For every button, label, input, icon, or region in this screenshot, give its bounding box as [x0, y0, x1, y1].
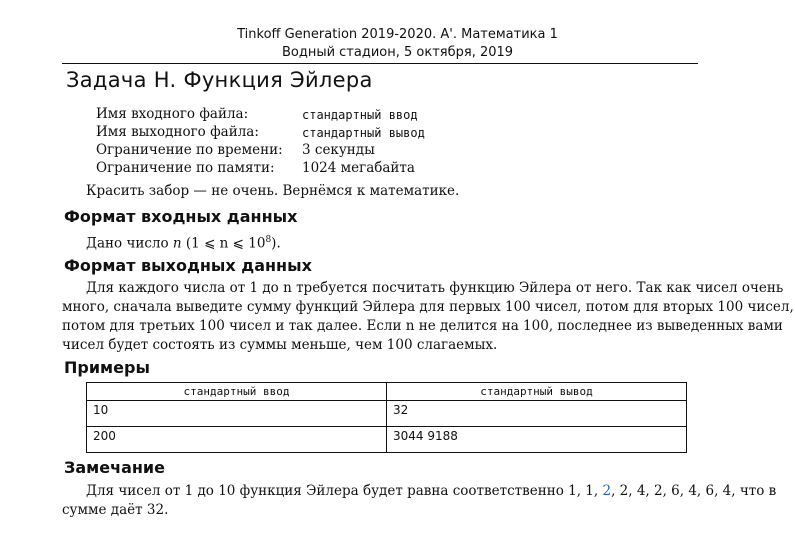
input-constraint-exponent: 8	[265, 235, 272, 245]
contest-venue-date: Водный стадион, 5 октября, 2019	[281, 45, 514, 60]
note-rest: , 2, 4, 2, 6, 4, 6, 4, что в	[611, 483, 777, 499]
example-input-2: 200	[87, 427, 387, 453]
contest-title: Tinkoff Generation 2019-2020. A'. Математика 1	[237, 27, 558, 42]
meta-label-time-limit: Ограничение по времени:	[96, 142, 283, 158]
note-line-2: сумме даёт 32.	[62, 502, 169, 518]
note-text	[62, 482, 777, 520]
note-highlight: 2	[602, 483, 612, 499]
meta-value-memory-limit: 1024 мегабайта	[302, 160, 415, 176]
examples-col-input: стандартный ввод	[87, 383, 387, 401]
input-constraint: (1 ⩽ n ⩽ 10	[181, 235, 266, 252]
meta-label-memory-limit: Ограничение по памяти:	[96, 160, 275, 176]
examples-header-row	[87, 383, 687, 401]
meta-value-input-file: стандартный ввод	[302, 108, 418, 122]
table-row	[87, 427, 687, 453]
input-format-heading: Формат входных данных	[64, 207, 298, 226]
problem-title: Задача H. Функция Эйлера	[66, 68, 373, 92]
header-rule	[62, 63, 698, 64]
meta-label-output-file: Имя выходного файла:	[96, 124, 259, 140]
examples-heading: Примеры	[64, 358, 150, 377]
example-output-2: 3044 9188	[387, 427, 687, 453]
note-prefix: Для чисел от 1 до 10 функция Эйлера будет равна соответственно 1, 1,	[86, 483, 603, 499]
output-format-text	[62, 279, 794, 355]
input-text-suffix: ).	[271, 235, 281, 252]
input-format-text	[86, 231, 281, 254]
meta-value-time-limit: 3 секунды	[302, 142, 375, 158]
intro-text: Красить забор — не очень. Вернёмся к математике.	[86, 183, 460, 199]
note-heading: Замечание	[64, 458, 165, 477]
meta-value-output-file: стандартный вывод	[302, 126, 425, 140]
meta-label-input-file: Имя входного файла:	[96, 106, 249, 122]
input-text-prefix: Дано число	[86, 235, 173, 252]
table-row	[87, 401, 687, 427]
examples-table	[86, 382, 687, 453]
note-line-1	[62, 482, 777, 501]
output-line-4: чисел будет состоять из суммы меньше, чем 100 слагаемых.	[62, 337, 498, 353]
examples-col-output: стандартный вывод	[387, 383, 687, 401]
output-line-1: Для каждого числа от 1 до n требуется посчитать функцию Эйлера от него. Так как чисел очень	[86, 280, 784, 296]
input-var-n: n	[172, 235, 182, 252]
example-input-1: 10	[87, 401, 387, 427]
example-output-1: 32	[387, 401, 687, 427]
output-line-3: потом для третьих 100 чисел и так далее. Если n не делится на 100, последнее из выведенных вами	[62, 318, 783, 334]
output-format-heading: Формат выходных данных	[64, 256, 312, 275]
output-line-2: много, сначала выведите сумму функций Эйлера для первых 100 чисел, потом для вторых 100 чисел,	[62, 299, 794, 315]
